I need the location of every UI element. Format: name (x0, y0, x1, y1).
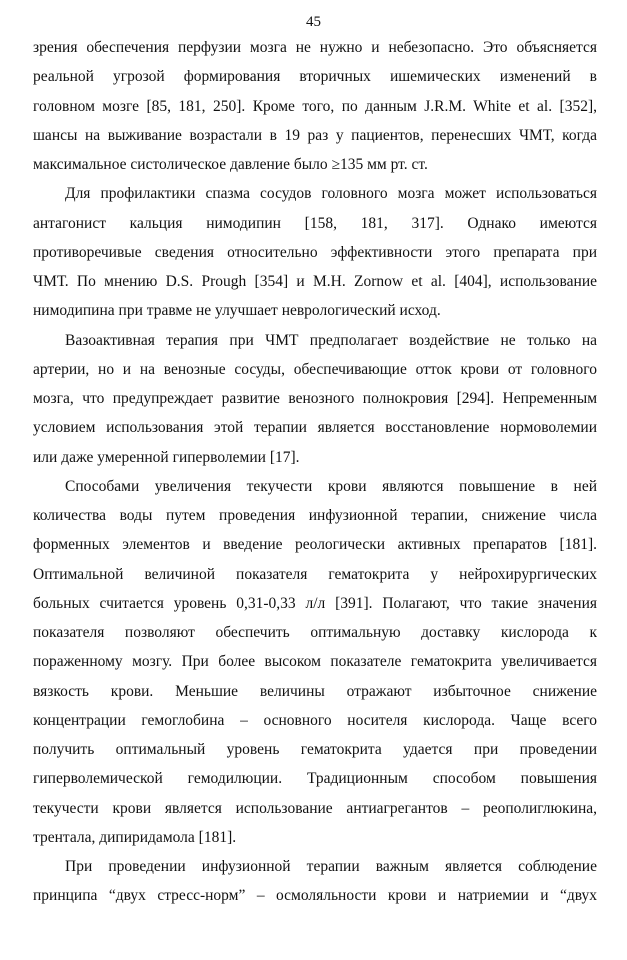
text-line: Для профилактики спазма сосудов головного мозга может использоваться (65, 185, 597, 203)
text-line: гиперволемической гемодилюции. Традиционным способом повышения (33, 770, 597, 788)
text-line: максимальное систолическое давление было ≥135 мм рт. ст. (33, 156, 428, 173)
text-line: показателя позволяют обеспечить оптимальную доставку кислорода к (33, 624, 597, 641)
page-number: 45 (306, 14, 321, 30)
text-line: антагонист кальция нимодипин [158, 181, 317]. Однако имеются (33, 214, 597, 232)
text-line: При проведении инфузионной терапии важным является соблюдение (65, 858, 597, 875)
text-line: реальной угрозой формирования вторичных ишемических изменений в (33, 68, 597, 86)
text-line: Вазоактивная терапия при ЧМТ предполагает воздействие не только на (65, 331, 597, 349)
text-line: концентрации гемоглобина – основного носителя кислорода. Чаще всего (33, 711, 597, 729)
text-line: мозга, что предупреждает развитие венозного полнокровия [294]. Непременным (33, 390, 597, 407)
text-line: больных считается уровень 0,31-0,33 л/л [391]. Полагают, что такие значения (33, 594, 597, 612)
text-line: артерии, но и на венозные сосуды, обеспечивающие отток крови от головного (33, 360, 597, 378)
text-line: текучести крови является использование антиагрегантов – реополиглюкина, (33, 799, 597, 817)
text-line: получить оптимальный уровень гематокрита удается при проведении (33, 741, 597, 758)
text-line: пораженному мозгу. При более высоком показателе гематокрита увеличивается (33, 653, 597, 671)
text-line: нимодипина при травме не улучшает неврологический исход. (33, 302, 441, 320)
text-line: Способами увеличения текучести крови являются повышение в ней (65, 477, 597, 495)
text-line: форменных элементов и введение реологически активных препаратов [181]. (33, 536, 597, 554)
text-line: количества воды путем проведения инфузионной терапии, снижение числа (33, 507, 597, 524)
text-line: ЧМТ. По мнению D.S. Prough [354] и M.H. Zornow et al. [404], использование (33, 273, 597, 290)
text-line: или даже умеренной гиперволемии [17]. (33, 448, 300, 466)
text-line: принципа “двух стресс-норм” – осмоляльности крови и натриемии и “двух (33, 887, 597, 905)
text-line: головном мозге [85, 181, 250]. Кроме того, по данным J.R.M. White et al. [352], (33, 97, 597, 115)
text-line: вязкость крови. Меньшие величины отражают избыточное снижение (33, 682, 597, 700)
text-line: противоречивые сведения относительно эффективности этого препарата при (33, 243, 597, 261)
text-line: условием использования этой терапии является восстановление нормоволемии (33, 419, 597, 437)
text-line: шансы на выживание возрастали в 19 раз у пациентов, перенесших ЧМТ, когда (33, 126, 597, 144)
text-line: Оптимальной величиной показателя гематокрита у нейрохирургических (33, 565, 597, 583)
text-line: трентала, дипиридамола [181]. (33, 828, 237, 846)
text-line: зрения обеспечения перфузии мозга не нужно и небезопасно. Это объясняется (33, 39, 597, 56)
